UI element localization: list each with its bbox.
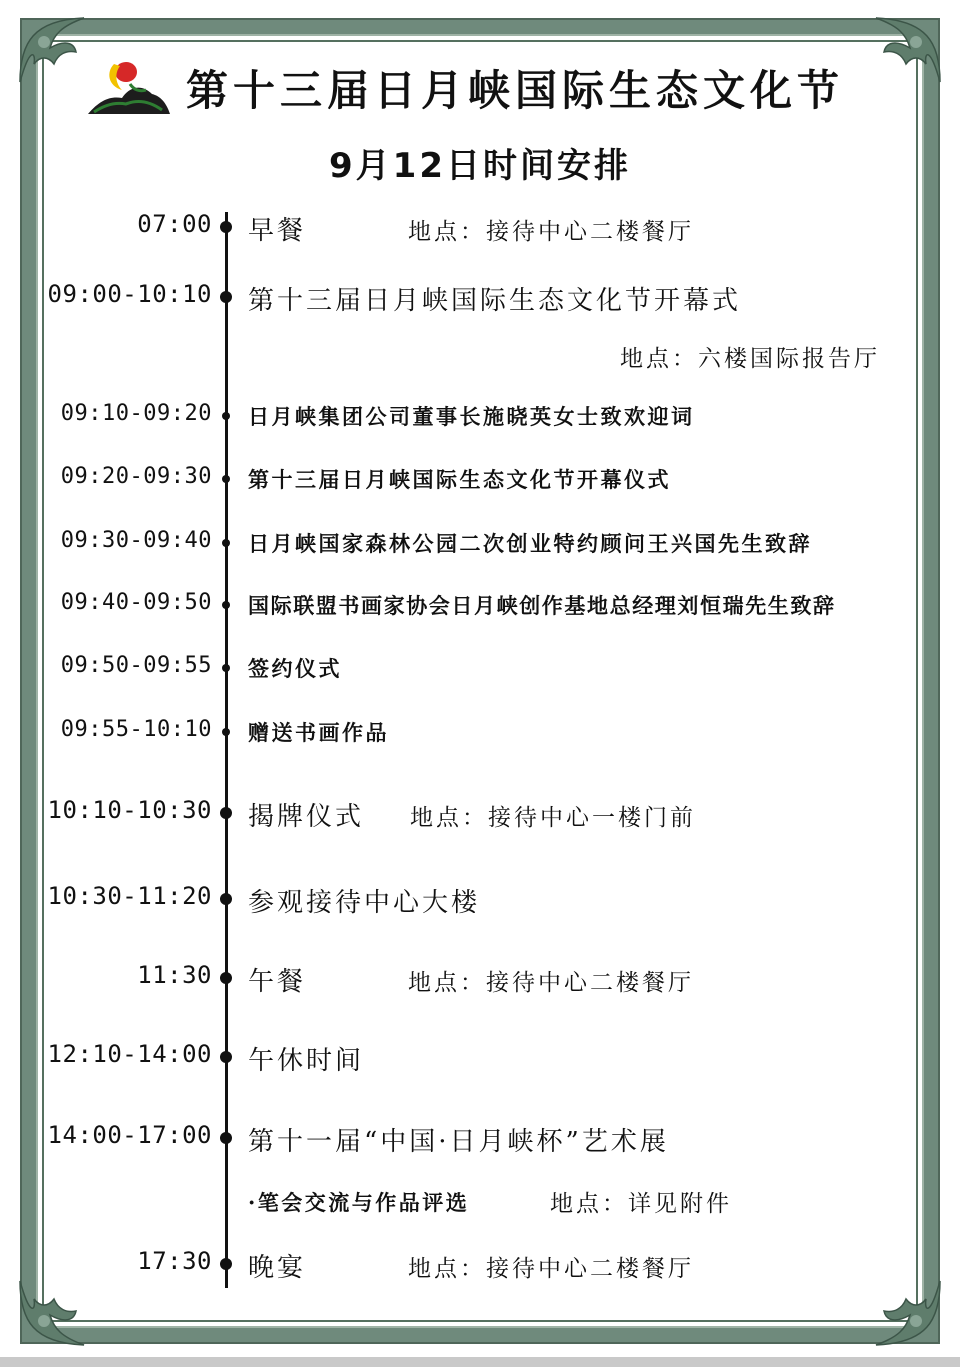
schedule-time: 07:00 [137, 210, 212, 238]
schedule-event: 签约仪式 [248, 656, 342, 681]
schedule-time: 09:20-09:30 [60, 464, 212, 489]
corner-ornament-icon [14, 1273, 92, 1351]
timeline-line [225, 212, 228, 1288]
timeline-dot [222, 664, 230, 672]
schedule-event: 晚宴 [248, 1253, 307, 1283]
corner-ornament-icon [868, 12, 946, 90]
schedule-time: 09:00-10:10 [47, 280, 212, 308]
schedule-event: 午餐 [248, 967, 307, 997]
schedule-event: 第十三届日月峡国际生态文化节开幕仪式 [248, 467, 671, 492]
schedule-time: 10:10-10:30 [47, 796, 212, 824]
schedule-event: 午休时间 [248, 1046, 365, 1076]
schedule-time: 11:30 [137, 961, 212, 989]
schedule-event: 第十一届“中国·日月峡杯”艺术展 [248, 1127, 669, 1157]
schedule-venue: 地点：接待中心二楼餐厅 [408, 219, 694, 245]
festival-logo-icon [86, 56, 172, 118]
schedule-venue: 地点：六楼国际报告厅 [620, 346, 880, 372]
corner-ornament-icon [868, 1273, 946, 1351]
timeline-dot [220, 1132, 232, 1144]
schedule-time: 09:30-09:40 [60, 528, 212, 553]
timeline-dot [222, 475, 230, 483]
page-title: 第十三届日月峡国际生态文化节 [186, 66, 845, 115]
schedule-time: 09:10-09:20 [60, 401, 212, 426]
schedule-time: 12:10-14:00 [47, 1040, 212, 1068]
timeline-dot [222, 601, 230, 609]
timeline-dot [222, 539, 230, 547]
schedule-event: 早餐 [248, 216, 307, 246]
schedule-event: 国际联盟书画家协会日月峡创作基地总经理刘恒瑞先生致辞 [248, 593, 836, 618]
timeline-dot [220, 807, 232, 819]
timeline-dot [220, 291, 232, 303]
schedule-event: 日月峡集团公司董事长施晓英女士致欢迎词 [248, 404, 695, 429]
timeline-dot [220, 972, 232, 984]
timeline-dot [220, 1258, 232, 1270]
schedule-venue: 地点：接待中心一楼门前 [410, 805, 696, 831]
schedule-event: 日月峡国家森林公园二次创业特约顾问王兴国先生致辞 [248, 531, 812, 556]
schedule-event: 揭牌仪式 [248, 802, 365, 832]
schedule-sub-event: ·笔会交流与作品评选 [248, 1190, 470, 1215]
timeline-dot [220, 221, 232, 233]
schedule-venue: 地点：详见附件 [550, 1191, 732, 1217]
schedule-time: 14:00-17:00 [47, 1121, 212, 1149]
schedule-venue: 地点：接待中心二楼餐厅 [408, 970, 694, 996]
page-bottom-strip [0, 1357, 960, 1367]
timeline-dot [220, 1051, 232, 1063]
timeline-dot [222, 728, 230, 736]
schedule-time: 09:50-09:55 [60, 653, 212, 678]
schedule-time: 10:30-11:20 [47, 882, 212, 910]
schedule-time: 09:55-10:10 [60, 717, 212, 742]
schedule-venue: 地点：接待中心二楼餐厅 [408, 1256, 694, 1282]
schedule-event: 参观接待中心大楼 [248, 888, 481, 918]
timeline-dot [220, 893, 232, 905]
page-subtitle: 9月12日时间安排 [329, 146, 631, 186]
timeline-dot [222, 412, 230, 420]
schedule-event: 赠送书画作品 [248, 720, 389, 745]
schedule-time: 17:30 [137, 1247, 212, 1275]
corner-ornament-icon [14, 12, 92, 90]
schedule-time: 09:40-09:50 [60, 590, 212, 615]
schedule-event: 第十三届日月峡国际生态文化节开幕式 [248, 286, 742, 316]
